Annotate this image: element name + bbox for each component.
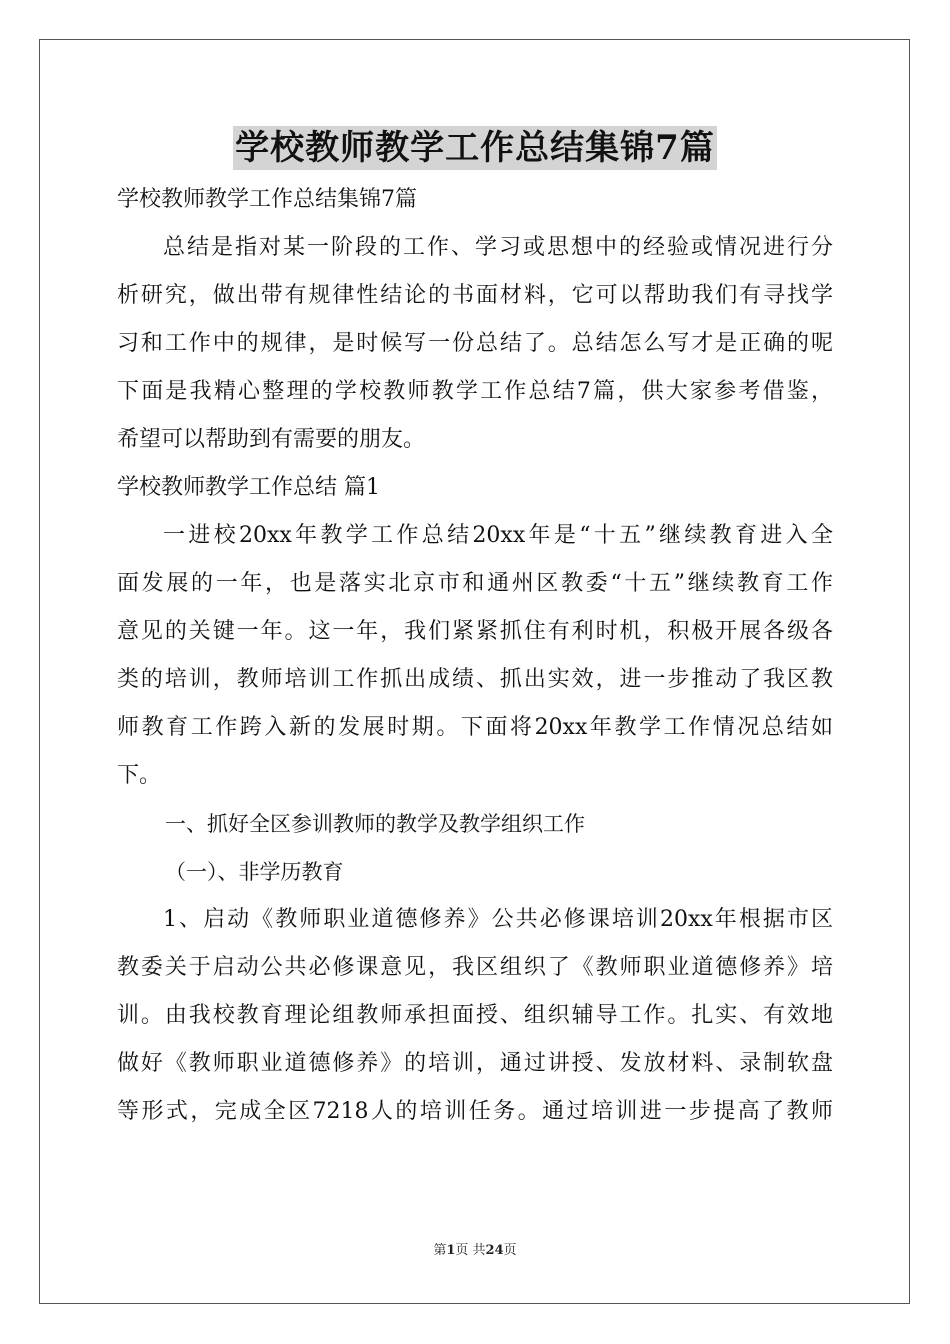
text-line: 总结是指对某一阶段的工作、学习或思想中的经验或情况进行分 — [163, 235, 833, 260]
paragraph-1 — [117, 512, 833, 800]
text-line: 下。 — [117, 763, 162, 788]
text-line: 类的培训，教师培训工作抓出成绩、抓出实效，进一步推动了我区教 — [117, 667, 833, 692]
text-line: 析研究，做出带有规律性结论的书面材料，它可以帮助我们有寻找学 — [117, 283, 833, 308]
subheading-2-text: （一）、非学历教育 — [165, 860, 344, 884]
intro-paragraph — [117, 224, 833, 464]
text-line: 一进校20xx年教学工作总结20xx年是“十五”继续教育进入全 — [163, 523, 833, 548]
document-body — [117, 176, 833, 1136]
paragraph-2 — [117, 896, 833, 1136]
text-line: 习和工作中的规律，是时候写一份总结了。总结怎么写才是正确的呢 — [117, 331, 833, 356]
page-prefix: 第 — [433, 1243, 447, 1258]
page-mid: 页 共 — [455, 1243, 486, 1258]
section-heading: 学校教师教学工作总结 篇1 — [117, 475, 380, 500]
text-line: 面发展的一年，也是落实北京市和通州区教委“十五”继续教育工作 — [117, 571, 833, 596]
page-suffix: 页 — [503, 1243, 517, 1258]
current-page-number: 1 — [446, 1243, 456, 1258]
text-line: 师教育工作跨入新的发展时期。下面将20xx年教学工作情况总结如 — [117, 715, 833, 740]
text-line: 希望可以帮助到有需要的朋友。 — [117, 427, 426, 452]
subheading-1 — [117, 800, 833, 848]
subheading-1-text: 一、抓好全区参训教师的教学及教学组织工作 — [165, 812, 585, 836]
document-subtitle: 学校教师教学工作总结集锦7篇 — [117, 187, 417, 212]
text-line: 做好《教师职业道德修养》的培训，通过讲授、发放材料、录制软盘 — [117, 1051, 833, 1076]
text-line: 下面是我精心整理的学校教师教学工作总结7篇，供大家参考借鉴， — [117, 379, 833, 404]
total-pages: 24 — [485, 1243, 504, 1258]
text-line: 训。由我校教育理论组教师承担面授、组织辅导工作。扎实、有效地 — [117, 1003, 833, 1028]
subheading-2 — [117, 848, 833, 896]
text-line: 1、启动《教师职业道德修养》公共必修课培训20xx年根据市区 — [163, 907, 833, 932]
page-footer — [0, 1242, 950, 1260]
text-line: 等形式，完成全区7218人的培训任务。通过培训进一步提高了教师 — [117, 1099, 833, 1124]
title-container — [0, 126, 950, 170]
text-line: 教委关于启动公共必修课意见，我区组织了《教师职业道德修养》培 — [117, 955, 833, 980]
document-title: 学校教师教学工作总结集锦7篇 — [235, 128, 715, 168]
text-line: 意见的关键一年。这一年，我们紧紧抓住有利时机，积极开展各级各 — [117, 619, 833, 644]
